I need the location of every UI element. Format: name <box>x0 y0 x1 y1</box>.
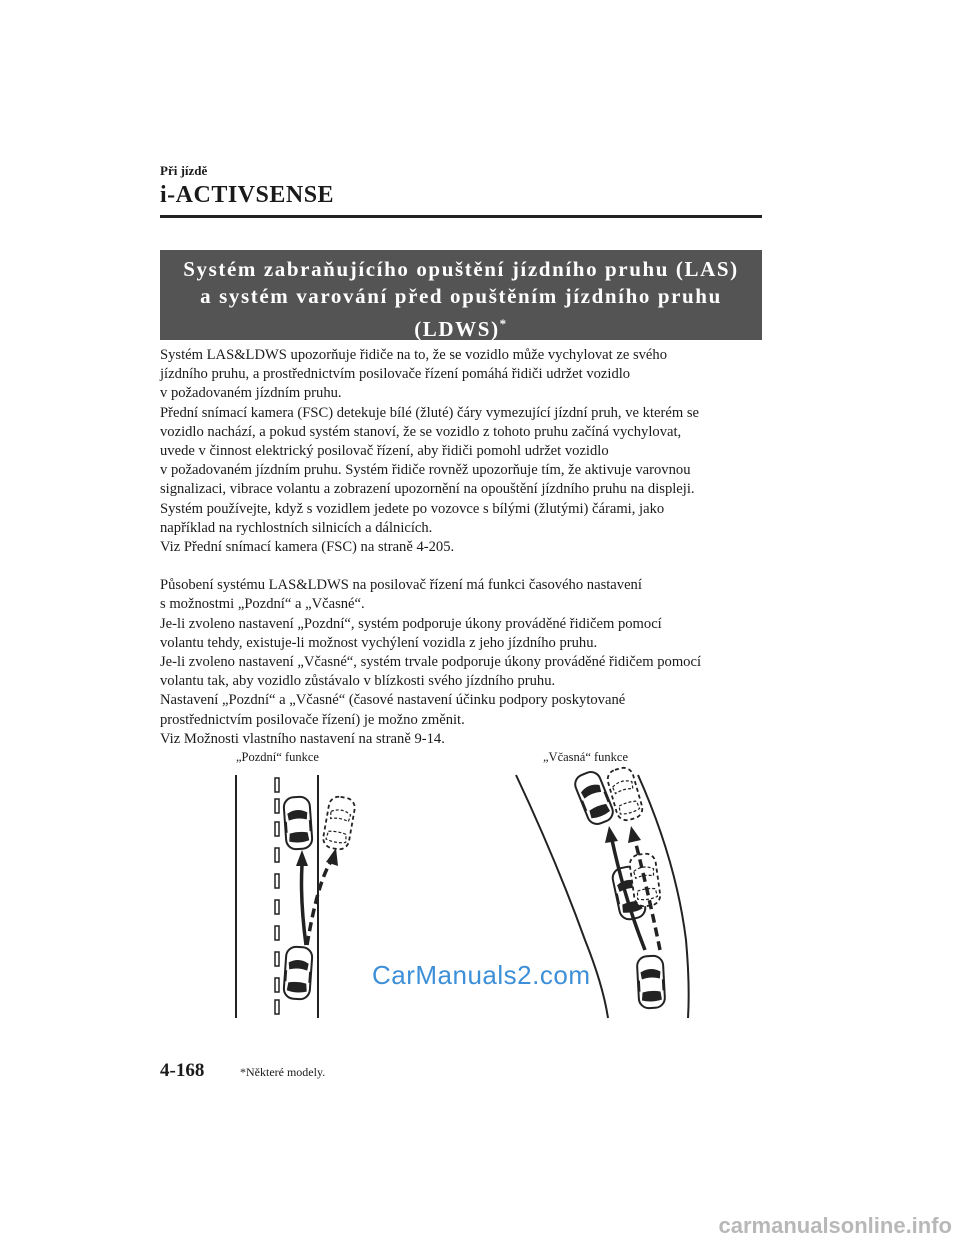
late-function-scene <box>236 775 356 1018</box>
title-line-2: a systém varování před opuštěním jízdního pruhu <box>200 284 722 308</box>
arrowhead-early <box>605 826 618 843</box>
title-line-3-text: (LDWS) <box>414 317 500 341</box>
section-label: Při jízdě <box>160 163 208 178</box>
body-line: Je-li zvoleno nastavení „Včasné“, systém trvale podporuje úkony prováděné řidičem pomocí <box>160 654 702 671</box>
paragraph-gap <box>160 557 770 576</box>
body-line: Nastavení „Pozdní“ a „Včasné“ (časové nastavení účinku podpory poskytované <box>160 692 626 709</box>
header-rule <box>160 215 762 218</box>
car-start-early <box>637 955 666 1008</box>
body-line: Systém používejte, když s vozidlem jedete po vozovce s bílými (žlutými) čárami, jako <box>160 500 665 517</box>
caption-late-function: „Pozdní“ funkce <box>236 750 319 764</box>
arrowhead-early-drift <box>628 826 641 843</box>
body-line: signalizaci, vibrace volantu a zobrazení upozornění na opouštění jízdního pruhu na displeji. <box>160 481 695 498</box>
title-line-1: Systém zabraňujícího opuštění jízdního pruhu (LAS) <box>183 257 739 281</box>
lane-keeping-diagram <box>0 750 960 1050</box>
arrowhead-corrected <box>296 850 308 866</box>
body-line: například na rychlostních silnicích a dálnicích. <box>160 519 433 536</box>
body-line: volantu tak, aby vozidlo zůstávalo v blízkosti svého jízdního pruhu. <box>160 673 556 690</box>
footnote: *Některé modely. <box>240 1065 326 1079</box>
car-start-late <box>283 946 313 1000</box>
body-line: Přední snímací kamera (FSC) detekuje bílé (žluté) čáry vymezující jízdní pruh, ve kterém se <box>160 404 699 421</box>
car-drift-ghost-late <box>322 795 357 851</box>
body-line: Viz Možnosti vlastního nastavení na straně 9-14. <box>160 730 445 747</box>
watermark-carmanuals: CarManuals2.com <box>372 960 591 990</box>
caption-early-function: „Včasná“ funkce <box>543 750 629 764</box>
body-line: Viz Přední snímací kamera (FSC) na straně 4-205. <box>160 539 455 556</box>
body-line: s možnostmi „Pozdní“ a „Včasné“. <box>160 596 365 613</box>
body-line: prostřednictvím posilovače řízení) je možno změnit. <box>160 711 465 728</box>
site-watermark: carmanualsonline.info <box>718 1213 952 1238</box>
body-line: Působení systému LAS&LDWS na posilovač řízení má funkci časového nastavení <box>160 577 642 594</box>
body-line: vozidlo nachází, a pokud systém stanoví, že se vozidlo z tohoto pruhu začíná vychylovat, <box>160 423 682 440</box>
title-line-3 <box>160 310 762 343</box>
chapter-title: i-ACTIVSENSE <box>160 182 335 208</box>
body-line: uvede v činnost elektrický posilovač řízení, aby řidiči pomohl udržet vozidlo <box>160 443 609 460</box>
corrected-path <box>302 865 307 945</box>
arrowhead-drift <box>326 848 338 866</box>
body-line: Systém LAS&LDWS upozorňuje řidiče na to, že se vozidlo může vychylovat ze svého <box>160 347 668 363</box>
body-line: Je-li zvoleno nastavení „Pozdní“, systém podporuje úkony prováděné řidičem pomocí <box>160 615 662 632</box>
section-title-box <box>160 250 762 340</box>
body-line: v požadovaném jízdním pruhu. <box>160 385 342 402</box>
body-line: jízdního pruhu, a prostřednictvím posilovače řízení pomáhá řidiči udržet vozidlo <box>160 366 631 383</box>
footnote-marker: * <box>499 316 508 331</box>
lane-dividers <box>275 778 279 1014</box>
body-text <box>160 346 770 749</box>
page-number: 4-168 <box>160 1060 205 1081</box>
drift-path-dashed <box>307 860 332 945</box>
body-line: volantu tehdy, existuje-li možnost vychýlení vozidla z jeho jízdního pruhu. <box>160 634 598 651</box>
body-line: v požadovaném jízdním pruhu. Systém řidiče rovněž upozorňuje tím, že aktivuje varovnou <box>160 462 691 479</box>
car-corrected-late <box>283 796 313 850</box>
